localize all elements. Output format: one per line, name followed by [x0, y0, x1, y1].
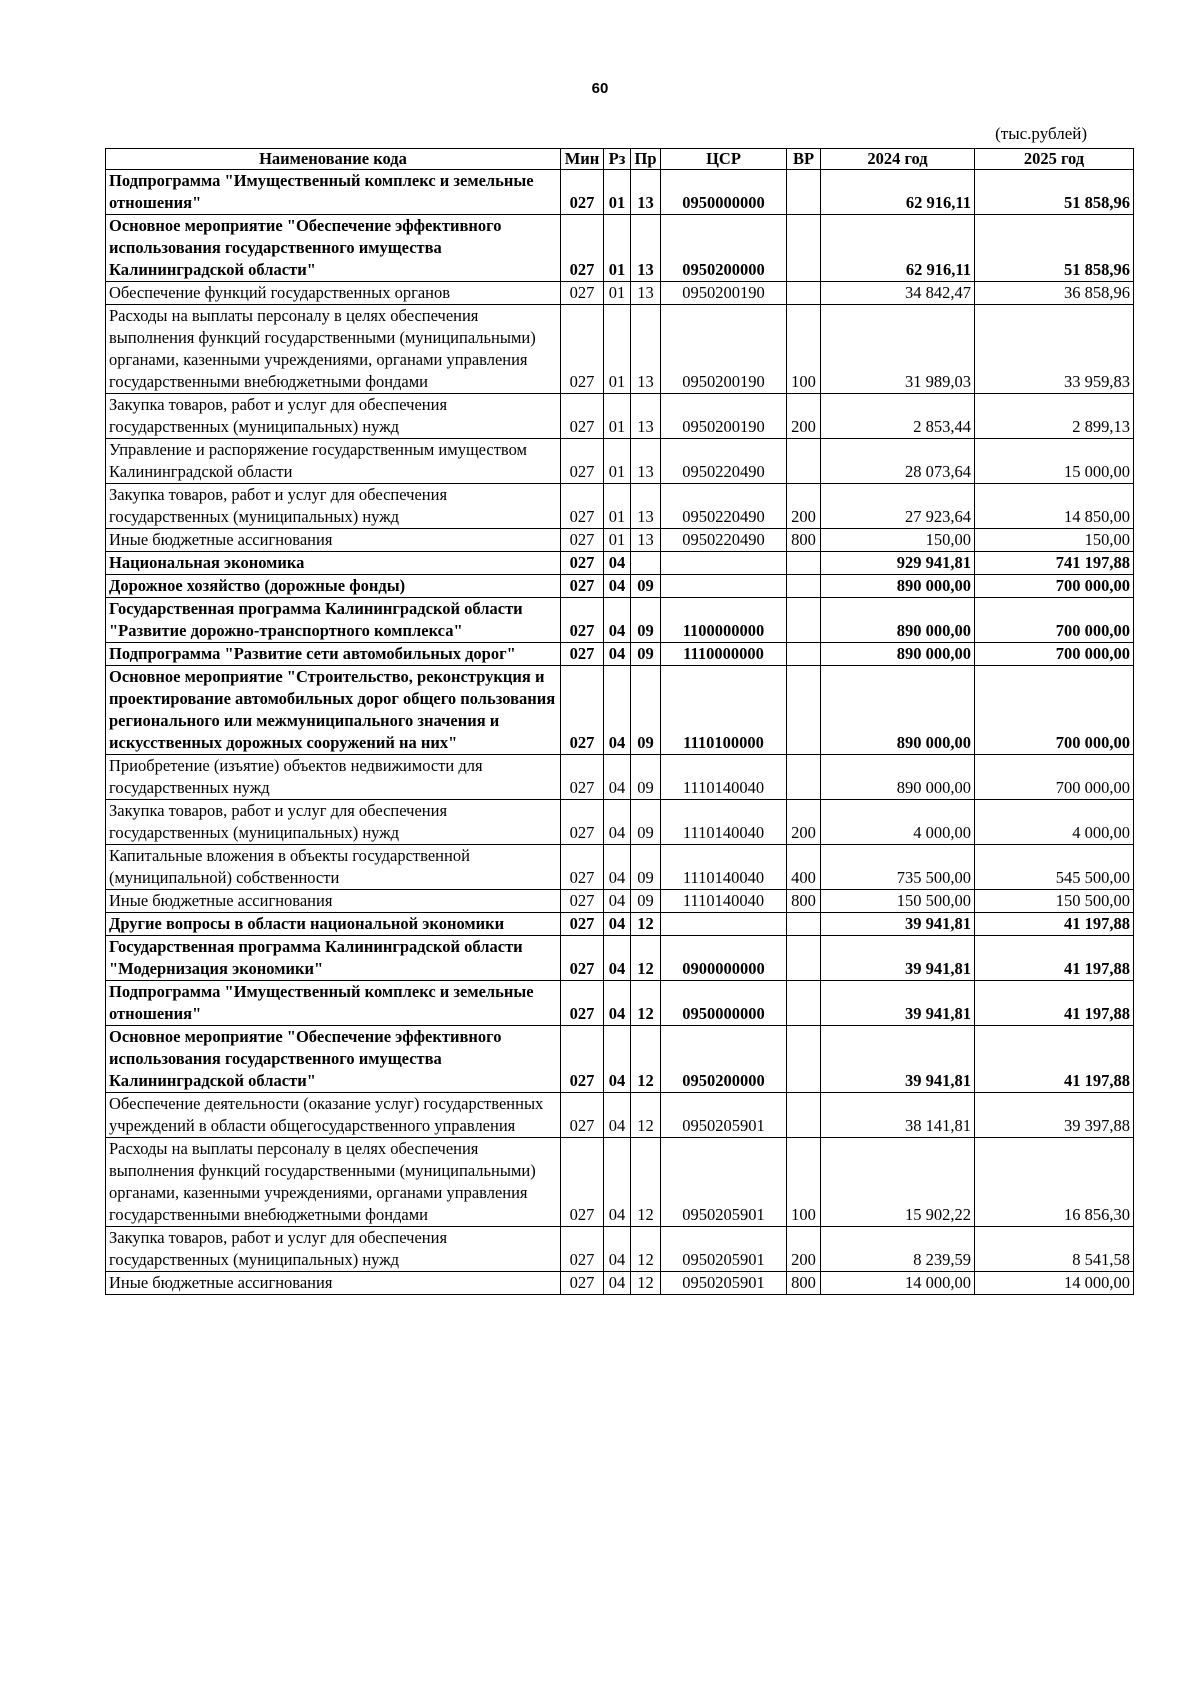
cell-rz: 04 — [604, 1093, 631, 1138]
cell-csr: 0950200190 — [661, 282, 787, 305]
cell-csr: 1110140040 — [661, 890, 787, 913]
cell-pr: 13 — [631, 439, 661, 484]
cell-csr — [661, 575, 787, 598]
cell-2025: 700 000,00 — [975, 575, 1134, 598]
cell-2024: 2 853,44 — [821, 394, 975, 439]
cell-name: Основное мероприятие "Обеспечение эффективного использования государственного имущества Калининградской области" — [106, 1026, 561, 1093]
table-row — [106, 439, 1134, 484]
cell-vr — [787, 170, 821, 215]
table-row — [106, 666, 1134, 755]
cell-2024: 62 916,11 — [821, 215, 975, 282]
cell-2024: 28 073,64 — [821, 439, 975, 484]
cell-pr: 12 — [631, 981, 661, 1026]
cell-2024: 39 941,81 — [821, 981, 975, 1026]
cell-min: 027 — [561, 529, 604, 552]
cell-vr — [787, 439, 821, 484]
cell-name: Обеспечение функций государственных органов — [106, 282, 561, 305]
cell-csr: 0950200000 — [661, 1026, 787, 1093]
cell-csr: 0900000000 — [661, 936, 787, 981]
cell-name: Дорожное хозяйство (дорожные фонды) — [106, 575, 561, 598]
cell-vr — [787, 913, 821, 936]
cell-rz: 04 — [604, 981, 631, 1026]
cell-2025: 700 000,00 — [975, 755, 1134, 800]
cell-pr: 09 — [631, 643, 661, 666]
budget-table — [105, 148, 1134, 1295]
cell-name: Расходы на выплаты персоналу в целях обеспечения выполнения функций государственными (муниципальными) органами, казенными учреждениями, органами управления государственными внебюджетными фондами — [106, 1138, 561, 1227]
table-row — [106, 484, 1134, 529]
header-2024: 2024 год — [821, 149, 975, 170]
table-row — [106, 845, 1134, 890]
cell-name: Государственная программа Калининградской области "Развитие дорожно-транспортного комплекса" — [106, 598, 561, 643]
cell-pr: 12 — [631, 913, 661, 936]
cell-rz: 04 — [604, 845, 631, 890]
cell-vr: 800 — [787, 529, 821, 552]
table-row — [106, 598, 1134, 643]
cell-rz: 04 — [604, 1272, 631, 1295]
cell-name: Подпрограмма "Имущественный комплекс и земельные отношения" — [106, 170, 561, 215]
table-row — [106, 1272, 1134, 1295]
table-row — [106, 1093, 1134, 1138]
cell-csr: 1110140040 — [661, 800, 787, 845]
cell-rz: 04 — [604, 800, 631, 845]
cell-name: Иные бюджетные ассигнования — [106, 1272, 561, 1295]
cell-pr: 09 — [631, 800, 661, 845]
cell-name: Подпрограмма "Развитие сети автомобильных дорог" — [106, 643, 561, 666]
cell-2024: 31 989,03 — [821, 305, 975, 394]
cell-pr: 13 — [631, 305, 661, 394]
cell-pr: 13 — [631, 282, 661, 305]
cell-2024: 39 941,81 — [821, 913, 975, 936]
cell-vr — [787, 1026, 821, 1093]
cell-min: 027 — [561, 666, 604, 755]
cell-csr: 1110140040 — [661, 755, 787, 800]
cell-2025: 150 500,00 — [975, 890, 1134, 913]
cell-name: Управление и распоряжение государственным имуществом Калининградской области — [106, 439, 561, 484]
cell-2025: 545 500,00 — [975, 845, 1134, 890]
cell-vr — [787, 666, 821, 755]
cell-min: 027 — [561, 282, 604, 305]
cell-min: 027 — [561, 845, 604, 890]
cell-2024: 62 916,11 — [821, 170, 975, 215]
cell-2025: 16 856,30 — [975, 1138, 1134, 1227]
cell-2025: 51 858,96 — [975, 170, 1134, 215]
cell-name: Основное мероприятие "Строительство, реконструкция и проектирование автомобильных дорог общего пользования регионального или межмуниципального значения и искусственных дорожных сооружений на них" — [106, 666, 561, 755]
cell-vr: 800 — [787, 1272, 821, 1295]
cell-2024: 27 923,64 — [821, 484, 975, 529]
cell-min: 027 — [561, 800, 604, 845]
cell-2024: 929 941,81 — [821, 552, 975, 575]
table-row — [106, 936, 1134, 981]
cell-csr: 0950220490 — [661, 484, 787, 529]
table-row — [106, 282, 1134, 305]
header-pr: Пр — [631, 149, 661, 170]
cell-name: Капитальные вложения в объекты государственной (муниципальной) собственности — [106, 845, 561, 890]
cell-min: 027 — [561, 890, 604, 913]
cell-2024: 4 000,00 — [821, 800, 975, 845]
cell-csr: 0950205901 — [661, 1093, 787, 1138]
cell-pr: 09 — [631, 755, 661, 800]
cell-min: 027 — [561, 575, 604, 598]
cell-rz: 04 — [604, 755, 631, 800]
cell-pr: 09 — [631, 890, 661, 913]
cell-name: Закупка товаров, работ и услуг для обеспечения государственных (муниципальных) нужд — [106, 800, 561, 845]
cell-2024: 38 141,81 — [821, 1093, 975, 1138]
cell-min: 027 — [561, 936, 604, 981]
cell-vr — [787, 552, 821, 575]
cell-csr: 1110000000 — [661, 643, 787, 666]
cell-2025: 8 541,58 — [975, 1227, 1134, 1272]
cell-vr: 200 — [787, 800, 821, 845]
cell-min: 027 — [561, 552, 604, 575]
cell-2024: 39 941,81 — [821, 936, 975, 981]
cell-min: 027 — [561, 913, 604, 936]
cell-rz: 04 — [604, 1138, 631, 1227]
cell-csr: 0950200190 — [661, 305, 787, 394]
cell-name: Обеспечение деятельности (оказание услуг) государственных учреждений в области общегосударственного управления — [106, 1093, 561, 1138]
cell-2025: 36 858,96 — [975, 282, 1134, 305]
cell-rz: 04 — [604, 643, 631, 666]
table-row — [106, 755, 1134, 800]
cell-vr — [787, 936, 821, 981]
cell-2024: 34 842,47 — [821, 282, 975, 305]
table-row — [106, 575, 1134, 598]
header-vr: ВР — [787, 149, 821, 170]
cell-rz: 01 — [604, 215, 631, 282]
cell-pr: 13 — [631, 394, 661, 439]
cell-pr: 13 — [631, 215, 661, 282]
cell-vr: 200 — [787, 394, 821, 439]
cell-rz: 01 — [604, 282, 631, 305]
table-row — [106, 305, 1134, 394]
cell-2025: 150,00 — [975, 529, 1134, 552]
cell-min: 027 — [561, 305, 604, 394]
cell-rz: 01 — [604, 529, 631, 552]
cell-2024: 735 500,00 — [821, 845, 975, 890]
cell-2025: 41 197,88 — [975, 936, 1134, 981]
cell-rz: 01 — [604, 484, 631, 529]
cell-2025: 41 197,88 — [975, 1026, 1134, 1093]
cell-name: Приобретение (изъятие) объектов недвижимости для государственных нужд — [106, 755, 561, 800]
cell-2024: 890 000,00 — [821, 666, 975, 755]
header-csr: ЦСР — [661, 149, 787, 170]
table-row — [106, 1227, 1134, 1272]
cell-csr: 0950200000 — [661, 215, 787, 282]
cell-pr: 13 — [631, 484, 661, 529]
cell-pr: 12 — [631, 936, 661, 981]
cell-min: 027 — [561, 1138, 604, 1227]
cell-rz: 04 — [604, 1227, 631, 1272]
table-row — [106, 643, 1134, 666]
cell-pr: 13 — [631, 529, 661, 552]
cell-name: Основное мероприятие "Обеспечение эффективного использования государственного имущества Калининградской области" — [106, 215, 561, 282]
table-row — [106, 394, 1134, 439]
table-row — [106, 1026, 1134, 1093]
cell-pr: 12 — [631, 1138, 661, 1227]
cell-vr — [787, 643, 821, 666]
cell-csr: 0950220490 — [661, 439, 787, 484]
table-row — [106, 981, 1134, 1026]
cell-vr: 200 — [787, 484, 821, 529]
cell-name: Закупка товаров, работ и услуг для обеспечения государственных (муниципальных) нужд — [106, 1227, 561, 1272]
cell-2025: 39 397,88 — [975, 1093, 1134, 1138]
cell-pr: 09 — [631, 598, 661, 643]
cell-rz: 04 — [604, 936, 631, 981]
cell-csr: 0950200190 — [661, 394, 787, 439]
cell-vr — [787, 215, 821, 282]
page-number: 60 — [591, 80, 609, 97]
cell-rz: 01 — [604, 394, 631, 439]
cell-2024: 150 500,00 — [821, 890, 975, 913]
cell-csr: 1110140040 — [661, 845, 787, 890]
cell-vr: 100 — [787, 305, 821, 394]
cell-2025: 741 197,88 — [975, 552, 1134, 575]
header-min: Мин — [561, 149, 604, 170]
cell-min: 027 — [561, 484, 604, 529]
cell-min: 027 — [561, 1093, 604, 1138]
cell-csr: 0950205901 — [661, 1272, 787, 1295]
header-2025: 2025 год — [975, 149, 1134, 170]
cell-2025: 41 197,88 — [975, 981, 1134, 1026]
cell-rz: 04 — [604, 598, 631, 643]
header-rz: Рз — [604, 149, 631, 170]
cell-pr: 09 — [631, 666, 661, 755]
cell-csr: 1100000000 — [661, 598, 787, 643]
cell-min: 027 — [561, 1026, 604, 1093]
cell-name: Национальная экономика — [106, 552, 561, 575]
cell-2025: 700 000,00 — [975, 643, 1134, 666]
table-header — [106, 149, 1134, 170]
cell-2025: 4 000,00 — [975, 800, 1134, 845]
cell-vr — [787, 755, 821, 800]
cell-2024: 890 000,00 — [821, 598, 975, 643]
cell-2025: 700 000,00 — [975, 666, 1134, 755]
cell-pr: 09 — [631, 845, 661, 890]
units-label: (тыс.рублей) — [995, 124, 1087, 143]
cell-min: 027 — [561, 981, 604, 1026]
cell-min: 027 — [561, 215, 604, 282]
table-row — [106, 890, 1134, 913]
cell-min: 027 — [561, 394, 604, 439]
cell-vr: 400 — [787, 845, 821, 890]
table-row — [106, 1138, 1134, 1227]
cell-min: 027 — [561, 643, 604, 666]
cell-rz: 04 — [604, 890, 631, 913]
cell-csr: 0950220490 — [661, 529, 787, 552]
cell-2024: 15 902,22 — [821, 1138, 975, 1227]
cell-rz: 01 — [604, 170, 631, 215]
cell-vr: 200 — [787, 1227, 821, 1272]
cell-2024: 890 000,00 — [821, 755, 975, 800]
table-row — [106, 913, 1134, 936]
cell-min: 027 — [561, 170, 604, 215]
cell-pr: 12 — [631, 1093, 661, 1138]
cell-vr: 100 — [787, 1138, 821, 1227]
cell-2024: 8 239,59 — [821, 1227, 975, 1272]
cell-pr: 12 — [631, 1272, 661, 1295]
cell-name: Закупка товаров, работ и услуг для обеспечения государственных (муниципальных) нужд — [106, 394, 561, 439]
table-row — [106, 529, 1134, 552]
cell-rz: 04 — [604, 1026, 631, 1093]
cell-2025: 2 899,13 — [975, 394, 1134, 439]
header-name: Наименование кода — [106, 149, 561, 170]
cell-csr — [661, 913, 787, 936]
cell-2025: 33 959,83 — [975, 305, 1134, 394]
cell-min: 027 — [561, 755, 604, 800]
table-row — [106, 170, 1134, 215]
cell-pr — [631, 552, 661, 575]
cell-2024: 890 000,00 — [821, 643, 975, 666]
cell-vr — [787, 282, 821, 305]
cell-rz: 01 — [604, 305, 631, 394]
cell-name: Подпрограмма "Имущественный комплекс и земельные отношения" — [106, 981, 561, 1026]
cell-rz: 04 — [604, 913, 631, 936]
cell-2025: 700 000,00 — [975, 598, 1134, 643]
cell-min: 027 — [561, 1272, 604, 1295]
cell-2024: 14 000,00 — [821, 1272, 975, 1295]
cell-rz: 04 — [604, 552, 631, 575]
table-body — [106, 170, 1134, 1295]
cell-min: 027 — [561, 598, 604, 643]
cell-csr: 0950205901 — [661, 1138, 787, 1227]
cell-2024: 39 941,81 — [821, 1026, 975, 1093]
cell-csr: 0950000000 — [661, 170, 787, 215]
cell-name: Другие вопросы в области национальной экономики — [106, 913, 561, 936]
table-row — [106, 215, 1134, 282]
header-row — [106, 149, 1134, 170]
cell-csr: 0950000000 — [661, 981, 787, 1026]
cell-name: Закупка товаров, работ и услуг для обеспечения государственных (муниципальных) нужд — [106, 484, 561, 529]
cell-vr — [787, 981, 821, 1026]
cell-rz: 04 — [604, 575, 631, 598]
cell-rz: 01 — [604, 439, 631, 484]
cell-pr: 12 — [631, 1227, 661, 1272]
cell-vr — [787, 575, 821, 598]
cell-csr: 0950205901 — [661, 1227, 787, 1272]
cell-vr — [787, 1093, 821, 1138]
cell-name: Государственная программа Калининградской области "Модернизация экономики" — [106, 936, 561, 981]
cell-min: 027 — [561, 439, 604, 484]
cell-csr: 1110100000 — [661, 666, 787, 755]
cell-vr — [787, 598, 821, 643]
table-row — [106, 552, 1134, 575]
cell-2025: 14 000,00 — [975, 1272, 1134, 1295]
cell-pr: 12 — [631, 1026, 661, 1093]
cell-2025: 51 858,96 — [975, 215, 1134, 282]
table-row — [106, 800, 1134, 845]
cell-2025: 15 000,00 — [975, 439, 1134, 484]
cell-name: Иные бюджетные ассигнования — [106, 890, 561, 913]
cell-rz: 04 — [604, 666, 631, 755]
cell-name: Иные бюджетные ассигнования — [106, 529, 561, 552]
cell-pr: 09 — [631, 575, 661, 598]
cell-vr: 800 — [787, 890, 821, 913]
cell-2025: 14 850,00 — [975, 484, 1134, 529]
cell-pr: 13 — [631, 170, 661, 215]
cell-2024: 150,00 — [821, 529, 975, 552]
cell-2025: 41 197,88 — [975, 913, 1134, 936]
cell-min: 027 — [561, 1227, 604, 1272]
cell-name: Расходы на выплаты персоналу в целях обеспечения выполнения функций государственными (муниципальными) органами, казенными учреждениями, органами управления государственными внебюджетными фондами — [106, 305, 561, 394]
cell-2024: 890 000,00 — [821, 575, 975, 598]
cell-csr — [661, 552, 787, 575]
